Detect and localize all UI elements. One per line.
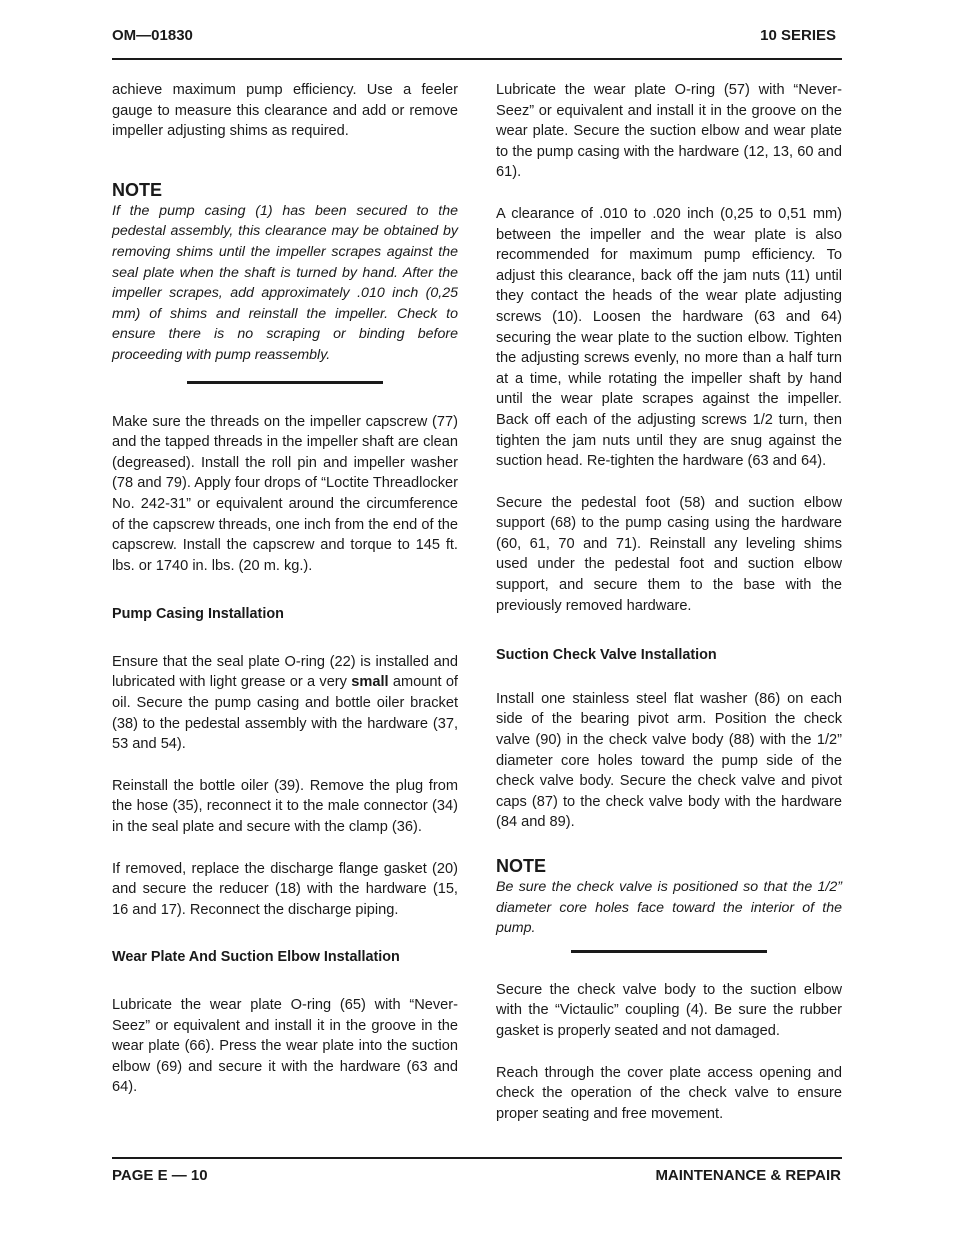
paragraph: Reach through the cover plate access opening and check the operation of the check valve to ensure proper seating and free movement. (496, 1064, 842, 1122)
paragraph: achieve maximum pump efficiency. Use a feeler gauge to measure this clearance and add or remove impeller adjusting shims as required. (112, 82, 458, 140)
header-rule (112, 58, 842, 60)
paragraph: If removed, replace the discharge flange gasket (20) and secure the reducer (18) with the hardware (15, 16 and 17). Reconnect the discharge piping. (112, 860, 458, 918)
paragraph: Ensure that the seal plate O-ring (22) is installed and lubricated with light grease or a very small amount of oil. Secure the pump casing and bottle oiler bracket (38) to the pedestal assembly with the hardware (37, 53 and 54). (112, 653, 458, 753)
paragraph: Make sure the threads on the impeller capscrew (77) and the tapped threads in the impeller shaft are clean (degreased). Install the roll pin and impeller washer (78 and 79). Apply four drops of “Loctite Threadlocker No. 242-31” or equivalent around the circumference of the capscrew threads, one inch from the end of the capscrew. Install the capscrew and torque to 145 ft. lbs. or 1740 in. lbs. (20 m. kg.). (112, 413, 458, 574)
doc-number: OM—01830 (112, 27, 193, 44)
paragraph: A clearance of .010 to .020 inch (0,25 to 0,51 mm) between the impeller and the wear plate is also recommended for maximum pump efficiency. To adjust this clearance, back off the jam nuts (11) until they contact the heads of the wear plate adjusting screws (10). Loosen the hardware (63 and 64) securing the wear plate to the suction elbow. Tighten the adjusting screws evenly, no more than a half turn at a time, while rotating the impeller shaft by hand until the wear plate scrapes against the impeller. Back off each of the adjusting screws 1/2 turn, then tighten the jam nuts until they are snug against the suction head. Re-tighten the hardware (63 and 64). (496, 205, 842, 470)
section-heading: Pump Casing Installation (112, 606, 284, 623)
paragraph: Install one stainless steel flat washer (86) on each side of the bearing pivot arm. Position the check valve (90) in the check valve body (88) with the 1/2” diameter core holes toward the pump side of the check valve body. Secure the check valve and pivot caps (87) to the check valve body with the hardware (84 and 89). (496, 690, 842, 831)
footer-rule (112, 1157, 842, 1159)
series-label: 10 SERIES (760, 27, 836, 44)
section-heading: Wear Plate And Suction Elbow Installation (112, 949, 400, 966)
note-text: If the pump casing (1) has been secured to the pedestal assembly, this clearance may be obtained by removing shims until the impeller scrapes against the seal plate when the shaft is turned by hand. After the impeller scrapes, add approximately .010 inch (0,25 mm) of shims and reinstall the impeller. Check to ensure there is no scraping or binding before proceeding with pump reassembly. (112, 202, 458, 363)
paragraph: Reinstall the bottle oiler (39). Remove the plug from the hose (35), reconnect it to the male connector (34) in the seal plate and secure with the clamp (36). (112, 777, 458, 836)
paragraph: Lubricate the wear plate O-ring (57) with “Never-Seez” or equivalent and install it in the groove on the wear plate. Secure the suction elbow and wear plate to the pump casing with the hardware (12, 13, 60 and 61). (496, 82, 842, 181)
section-heading: Suction Check Valve Installation (496, 647, 717, 664)
left-column (112, 80, 458, 1098)
paragraph: Secure the check valve body to the suction elbow with the “Victaulic” coupling (4). Be sure the rubber gasket is properly seated and not damaged. (496, 981, 842, 1039)
paragraph: Secure the pedestal foot (58) and suction elbow support (68) to the pump casing using the hardware (60, 61, 70 and 71). Reinstall any leveling shims used under the pedestal foot and suction elbow support, and secure them to the base with the previously removed hardware. (496, 494, 842, 614)
paragraph: Lubricate the wear plate O-ring (65) with “Never-Seez” or equivalent and install it in the groove in the wear plate (66). Press the wear plate into the suction elbow (69) and secure it with the hardware (63 and 64). (112, 997, 458, 1096)
note-title: NOTE (496, 856, 547, 876)
right-column (496, 80, 842, 1124)
page-number: PAGE E — 10 (112, 1167, 208, 1184)
note-title: NOTE (112, 179, 163, 200)
note-text: Be sure the check valve is positioned so that the 1/2” diameter core holes face toward the interior of the pump. (496, 879, 842, 937)
section-label: MAINTENANCE & REPAIR (655, 1167, 841, 1184)
